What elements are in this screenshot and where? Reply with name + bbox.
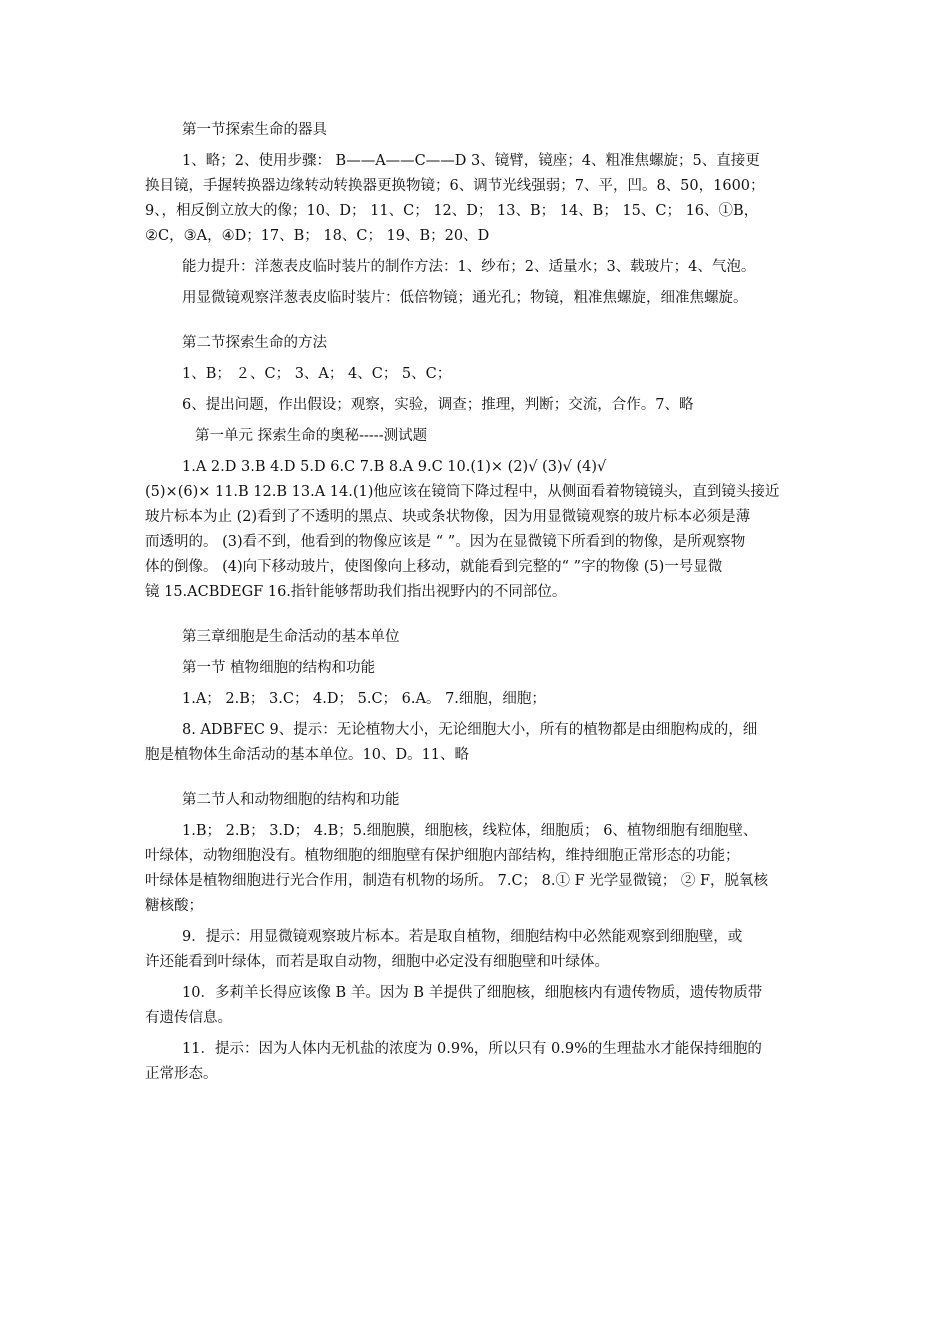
answer-line: 叶绿体，动物细胞没有。植物细胞的细胞壁有保护细胞内部结构，维持细胞正常形态的功能； [145, 848, 740, 864]
section-title-tools: 第一节探索生命的器具 [182, 122, 327, 138]
answer-line: 许还能看到叶绿体，而若是取自动物，细胞中必定没有细胞壁和叶绿体。 [145, 954, 609, 970]
section-title-methods: 第二节探索生命的方法 [182, 335, 327, 351]
ability-improvement: 能力提升：洋葱表皮临时装片的制作方法：1、纱布；2、适量水；3、载玻片；4、气泡。 [182, 259, 756, 275]
answer-10 [145, 981, 805, 1031]
answer-line: 而透明的。 (3)看不到，他看到的物像应该是 “ ”。因为在显微镜下所看到的物像，是所观察物 [145, 534, 746, 550]
answer-line: 正常形态。 [145, 1066, 218, 1082]
answer-line: 1.A； 2.B； 3.C； 4.D； 5.C； 6.A。 7.细胞，细胞； [182, 691, 546, 707]
answer-key-content [145, 118, 805, 1093]
answer-line: 体的倒像。 (4)向下移动玻片，使图像向上移动，就能看到完整的“ ”字的物像 (5)一号显微 [145, 559, 723, 575]
answer-line: 玻片标本为止 (2)看到了不透明的黑点、块或条状物像，因为用显微镜观察的玻片标本必须是薄 [145, 509, 751, 525]
answer-line: 8. ADBFEC 9、提示：无论植物大小，无论细胞大小，所有的植物都是由细胞构成的，细 [182, 722, 758, 738]
answer-line: 有遗传信息。 [145, 1010, 232, 1026]
answer-line: 1.A 2.D 3.B 4.D 5.D 6.C 7.B 8.A 9.C 10.(1)× (2)√ (3)√ (4)√ [182, 459, 607, 475]
answer-line: ②C，③A，④D；17、B； 18、C； 19、B；20、D [145, 228, 490, 244]
answer-line: 9、，相反倒立放大的像；10、D； 11、C； 12、D； 13、B； 14、B； 15、C； 16、①B， [145, 203, 759, 219]
answer-line: 11．提示：因为人体内无机盐的浓度为 0.9%，所以只有 0.9%的生理盐水才能保持细胞的 [182, 1041, 762, 1057]
answer-line: 9．提示：用显微镜观察玻片标本。若是取自植物，细胞结构中必然能观察到细胞壁，或 [182, 929, 743, 945]
microscope-observation: 用显微镜观察洋葱表皮临时装片：低倍物镜；通光孔；物镜，粗准焦螺旋，细准焦螺旋。 [182, 290, 748, 306]
section1-answers [145, 149, 805, 249]
answer-line: 叶绿体是植物细胞进行光合作用，制造有机物的场所。 7.C； 8.① F 光学显微镜； ② F，脱氧核 [145, 873, 769, 889]
answer-line: 10．多莉羊长得应该像 B 羊。因为 B 羊提供了细胞核，细胞核内有遗传物质，遗传物质带 [182, 985, 763, 1001]
answer-line: (5)×(6)× 11.B 12.B 13.A 14.(1)他应该在镜筒下降过程中，从侧面看着物镜镜头，直到镜头接近 [145, 484, 780, 500]
answer-line: 1、略；2、使用步骤： B——A——C——D 3、镜臂，镜座；4、粗准焦螺旋；5、直接更 [182, 153, 760, 169]
answer-line: 1.B； 2.B； 3.D； 4.B；5.细胞膜，细胞核，线粒体，细胞质； 6、植物细胞有细胞壁、 [182, 823, 758, 839]
answer-11 [145, 1037, 805, 1087]
answer-line: 1、B； ２、C； 3、A； 4、C； 5、C； [182, 366, 452, 382]
section-title-plant-cell: 第一节 植物细胞的结构和功能 [182, 660, 376, 676]
answer-line: 换目镜，手握转换器边缘转动转换器更换物镜；6、调节光线强弱；7、平，凹。8、50，1600； [145, 178, 765, 194]
answer-line: 6、提出问题，作出假设；观察，实验，调查；推理，判断；交流，合作。7、略 [182, 397, 694, 413]
answer-line: 糖核酸； [145, 898, 203, 914]
animal-cell-answers [145, 819, 805, 919]
unit-test-title: 第一单元 探索生命的奥秘-----测试题 [195, 428, 428, 444]
answer-9 [145, 925, 805, 975]
answer-line: 胞是植物体生命活动的基本单位。10、D。11、略 [145, 747, 470, 763]
section-title-animal-cell: 第二节人和动物细胞的结构和功能 [182, 792, 400, 808]
answer-line: 镜 15.ACBDEGF 16.指针能够帮助我们指出视野内的不同部位。 [145, 584, 567, 600]
chapter-title: 第三章细胞是生命活动的基本单位 [182, 629, 400, 645]
